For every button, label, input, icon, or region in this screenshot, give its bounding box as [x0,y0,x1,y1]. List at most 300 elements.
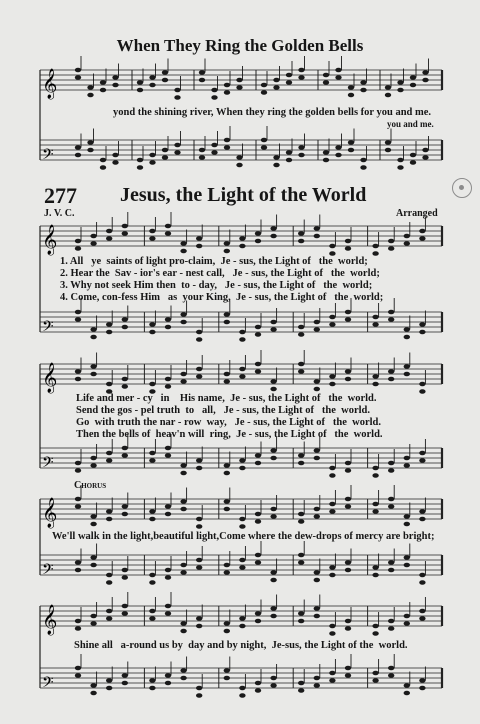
note-head [404,514,410,519]
note-head [196,624,202,629]
note-head [255,231,261,236]
note-head [180,320,186,325]
verse-line: Life and mer - cy in His name, Je - sus, the Light of the world. [76,393,377,404]
note-head [261,90,267,95]
note-head [137,165,143,170]
note-head [314,379,320,384]
note-head [165,504,171,509]
note-head [329,671,335,676]
note-head [106,573,112,578]
note-head [410,75,416,80]
note-head [236,163,242,168]
note-head [165,453,171,458]
note-head [388,560,394,565]
note-head [345,461,351,466]
note-head [329,631,335,636]
note-head [165,568,171,573]
note-head [360,165,366,170]
author: J. V. C. [44,208,75,219]
note-head [196,466,202,471]
note-head [196,236,202,241]
note-head [255,519,261,524]
note-head [335,153,341,158]
note-head [385,148,391,153]
note-head [388,239,394,244]
note-head [329,322,335,327]
note-head [149,83,155,88]
note-head [372,631,378,636]
note-head [122,224,128,229]
note-head [196,524,202,529]
note-head [180,499,186,504]
staff [40,485,442,529]
note-head [196,693,202,698]
note-head [397,80,403,85]
note-head [224,379,230,384]
note-head [345,377,351,382]
note-head [348,85,354,90]
note-head [385,93,391,98]
note-head [419,509,425,514]
note-head [298,512,304,517]
note-head [90,522,96,527]
note-head [100,88,106,93]
note-head [345,504,351,509]
staff [40,298,442,342]
note-head [298,325,304,330]
note-head [397,88,403,93]
note-head [273,78,279,83]
note-head [106,609,112,614]
note-head [404,364,410,369]
note-head [224,83,230,88]
note-head [106,616,112,621]
note-head [329,473,335,478]
note-head [239,367,245,372]
note-head [165,575,171,580]
note-head [165,681,171,686]
note-head [345,619,351,624]
note-head [149,517,155,522]
note-head [329,678,335,683]
staff [40,541,442,585]
note-head [106,451,112,456]
note-head [372,509,378,514]
note-head [165,604,171,609]
note-head [137,80,143,85]
note-head [199,155,205,160]
note-head [106,322,112,327]
bass-clef-icon: 𝄢 [42,561,54,582]
note-head [224,463,230,468]
note-head [329,315,335,320]
note-head [112,153,118,158]
treble-clef-icon: 𝄞 [42,605,58,635]
note-head [122,453,128,458]
note-head [149,229,155,234]
note-head [224,145,230,150]
note-head [388,310,394,315]
note-head [239,374,245,379]
note-head [270,578,276,583]
note-head [270,514,276,519]
chorus-label: Chorus [74,480,107,491]
note-head [149,573,155,578]
note-head [180,312,186,317]
note-head [298,75,304,80]
note-head [298,369,304,374]
note-head [75,145,81,150]
note-head [255,453,261,458]
note-head [314,507,320,512]
note-head [180,570,186,575]
note-head [224,570,230,575]
note-head [122,377,128,382]
note-head [75,568,81,573]
note-head [419,678,425,683]
verse-line: 4. Come, con-fess Him as your King, Je - sus, the Light of the world; [60,292,384,303]
note-head [236,85,242,90]
note-head [419,517,425,522]
note-head [261,145,267,150]
note-head [372,565,378,570]
note-head [75,75,81,80]
note-head [75,317,81,322]
note-head [90,614,96,619]
note-head [404,614,410,619]
note-head [149,678,155,683]
note-head [180,629,186,634]
note-head [180,463,186,468]
note-head [270,683,276,688]
note-head [224,138,230,143]
note-head [388,497,394,502]
note-head [372,573,378,578]
note-head [410,160,416,165]
note-head [270,387,276,392]
note-head [224,668,230,673]
note-head [314,320,320,325]
note-head [298,68,304,73]
note-head [236,155,242,160]
verse-line: 1. All ye saints of light pro-claim, Je - sus, the Light of the world; [60,256,368,267]
note-head [90,563,96,568]
note-head [345,317,351,322]
note-head [75,504,81,509]
note-head [298,519,304,524]
note-head [348,93,354,98]
note-head [122,504,128,509]
note-head [323,73,329,78]
note-head [162,78,168,83]
note-head [180,621,186,626]
treble-clef-icon: 𝄞 [42,225,58,255]
note-head [122,568,128,573]
note-head [372,624,378,629]
note-head [255,611,261,616]
note-head [90,335,96,340]
note-head [100,158,106,163]
note-head [106,229,112,234]
note-head [255,239,261,244]
note-head [199,70,205,75]
verse-line: 3. Why not seek Him then to - day, Je - sus, the Light of the world; [60,280,373,291]
note-head [422,70,428,75]
note-head [314,387,320,392]
note-head [149,451,155,456]
note-head [196,517,202,522]
note-head [196,374,202,379]
note-head [372,678,378,683]
note-head [149,160,155,165]
note-head [196,244,202,249]
note-head [323,150,329,155]
note-head [106,236,112,241]
note-head [149,458,155,463]
note-head [286,80,292,85]
note-head [75,153,81,158]
note-head [122,681,128,686]
note-head [314,578,320,583]
note-head [162,155,168,160]
note-head [165,325,171,330]
note-head [211,150,217,155]
note-head [180,668,186,673]
note-head [270,327,276,332]
note-head [255,325,261,330]
note-head [87,85,93,90]
note-head [90,514,96,519]
note-head [90,234,96,239]
note-head [345,568,351,573]
note-head [329,573,335,578]
note-head [165,224,171,229]
note-head [75,673,81,678]
note-head [122,325,128,330]
chorus-line: We'll walk in the light,beautiful light,Come where the dew-drops of mercy are bright; [52,531,435,542]
note-head [348,140,354,145]
note-head [270,570,276,575]
note-head [314,327,320,332]
note-head [122,512,128,517]
staff [40,654,442,698]
note-head [180,563,186,568]
note-head [239,616,245,621]
note-head [298,560,304,565]
hymn-number: 277 [44,183,77,208]
note-head [286,73,292,78]
note-head [404,563,410,568]
note-head [112,83,118,88]
note-head [270,234,276,239]
note-head [75,246,81,251]
note-head [273,155,279,160]
note-head [100,80,106,85]
staff [40,434,442,478]
note-head [90,463,96,468]
note-head [112,75,118,80]
note-head [298,688,304,693]
note-head [422,78,428,83]
note-head [323,80,329,85]
note-head [388,619,394,624]
note-head [90,555,96,560]
note-head [122,384,128,389]
note-head [180,372,186,377]
note-head [165,231,171,236]
note-head [329,502,335,507]
note-head [239,337,245,342]
note-head [90,364,96,369]
note-head [372,382,378,387]
note-head [388,246,394,251]
treble-clef-icon: 𝄞 [42,363,58,393]
note-head [87,93,93,98]
note-head [75,68,81,73]
note-head [162,148,168,153]
note-head [239,686,245,691]
note-head [122,231,128,236]
page-hole-icon [452,178,472,198]
note-head [90,691,96,696]
note-head [397,158,403,163]
note-head [298,681,304,686]
note-head [239,236,245,241]
note-head [372,244,378,249]
note-head [165,377,171,382]
note-head [180,249,186,254]
note-head [385,140,391,145]
note-head [75,497,81,502]
note-head [255,681,261,686]
note-head [388,568,394,573]
note-head [149,616,155,621]
note-head [255,512,261,517]
note-head [196,330,202,335]
note-head [239,558,245,563]
note-head [75,461,81,466]
bass-clef-icon: 𝄢 [42,674,54,695]
note-head [239,330,245,335]
note-head [90,683,96,688]
verse-line: Send the gos - pel truth to all, Je - sus, the Light of the world. [76,405,371,416]
note-head [255,461,261,466]
note-head [298,239,304,244]
treble-clef-icon: 𝄞 [42,69,58,99]
note-head [196,686,202,691]
note-head [137,88,143,93]
note-head [419,229,425,234]
note-head [162,70,168,75]
note-head [149,322,155,327]
note-head [87,148,93,153]
note-head [360,80,366,85]
note-head [180,676,186,681]
note-head [298,231,304,236]
note-head [298,145,304,150]
note-head [75,560,81,565]
note-head [106,509,112,514]
note-head [360,158,366,163]
note-head [236,78,242,83]
note-head [298,553,304,558]
note-head [122,611,128,616]
note-head [90,456,96,461]
note-head [422,155,428,160]
note-head [345,246,351,251]
note-head [239,693,245,698]
note-head [404,335,410,340]
note-head [100,165,106,170]
note-head [199,148,205,153]
note-head [348,148,354,153]
note-head [196,337,202,342]
note-head [239,466,245,471]
note-head [149,580,155,585]
staff [40,592,442,636]
note-head [422,148,428,153]
page-title: When They Ring the Golden Bells [116,36,364,55]
note-head [90,327,96,332]
note-head [196,558,202,563]
note-head [224,563,230,568]
note-head [397,165,403,170]
note-head [196,367,202,372]
note-head [314,514,320,519]
verse-line: Then the bells of heav'n will ring, Je - sus, the Light of the world. [76,429,383,440]
note-head [165,512,171,517]
note-head [122,575,128,580]
note-head [165,384,171,389]
note-head [196,616,202,621]
note-head [180,507,186,512]
note-head [255,553,261,558]
note-head [165,446,171,451]
note-head [419,616,425,621]
note-head [273,163,279,168]
note-head [174,95,180,100]
note-head [329,374,335,379]
note-head [174,150,180,155]
note-head [385,85,391,90]
note-head [122,446,128,451]
note-head [224,241,230,246]
note-head [286,158,292,163]
note-head [404,683,410,688]
note-head [314,448,320,453]
note-head [75,377,81,382]
note-head [149,75,155,80]
note-head [345,497,351,502]
note-head [149,609,155,614]
note-head [211,143,217,148]
note-head [137,158,143,163]
note-head [345,369,351,374]
note-head [122,673,128,678]
note-head [261,138,267,143]
note-head [199,78,205,83]
note-head [329,244,335,249]
note-head [329,466,335,471]
note-head [404,456,410,461]
note-head [388,468,394,473]
staff [40,212,442,256]
note-head [372,671,378,676]
note-head [372,502,378,507]
note-head [106,458,112,463]
note-head [106,517,112,522]
note-head [329,565,335,570]
